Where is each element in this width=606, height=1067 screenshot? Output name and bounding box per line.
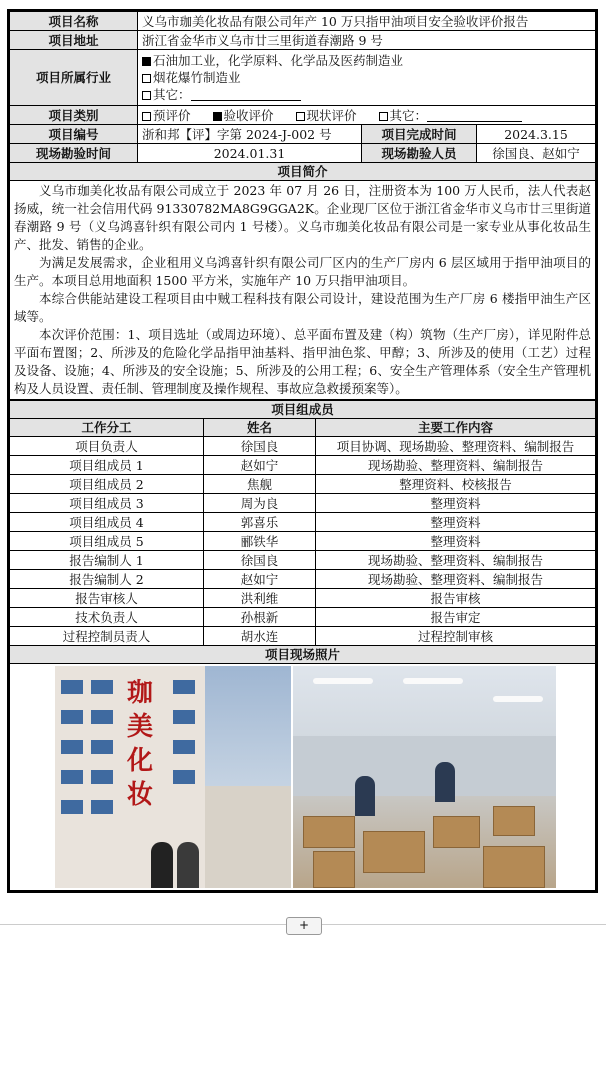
person-figure [177, 842, 199, 888]
team-name-cell: 郭喜乐 [204, 513, 316, 532]
team-row [10, 475, 596, 494]
info-table [9, 11, 596, 400]
add-button[interactable]: + [286, 917, 322, 935]
intro-paragraph: 义乌市珈美化妆品有限公司成立于 2023 年 07 月 26 日，注册资本为 100 万人民币，法人代表赵扬威，统一社会信用代码 91330782MA8G9GGA2K。企业现厂区位于浙江省金华市义乌市廿三里街道春潮路 9 号（义乌鸿喜针织有限公司内 1 号楼）。义乌市珈美化妆品有限公司是一家专业从事化妆品生产、批发、销售的企业。 [14, 183, 591, 252]
intro-paragraph: 本综合供能站建设工程项目由中贼工程科技有限公司设计，建设范围为生产厂房 6 楼指甲油生产区域等。 [14, 291, 591, 324]
industry-option-2[interactable]: 烟花爆竹制造业 [142, 69, 591, 86]
team-row [10, 627, 596, 646]
team-row [10, 570, 596, 589]
building-photo [55, 666, 291, 888]
team-work-cell: 整理资料 [316, 513, 596, 532]
industry-option-1[interactable]: 石油加工业，化学原料、化学品及医药制造业 [142, 52, 591, 69]
survey-staff-value: 徐国良、赵如宁 [477, 144, 596, 163]
team-row [10, 456, 596, 475]
team-role-cell: 技术负责人 [10, 608, 204, 627]
team-role-cell: 报告编制人 2 [10, 570, 204, 589]
type-option-3[interactable]: 现状评价 [296, 108, 357, 123]
team-role-cell: 项目组成员 1 [10, 456, 204, 475]
team-role-cell: 项目组成员 5 [10, 532, 204, 551]
team-row [10, 589, 596, 608]
team-title: 项目组成员 [10, 401, 596, 419]
survey-staff-label: 现场勘验人员 [362, 144, 477, 163]
team-role-cell: 项目组成员 3 [10, 494, 204, 513]
team-work-cell: 过程控制审核 [316, 627, 596, 646]
industry-options [138, 50, 596, 106]
project-name-value: 义乌市珈美化妆品有限公司年产 10 万只指甲油项目安全验收评价报告 [138, 12, 596, 31]
unchecked-box-icon [142, 74, 151, 83]
report-document [7, 9, 598, 893]
intro-paragraph: 为满足发展需求，企业租用义乌鸿喜针织有限公司厂区内的生产厂房内 6 层区域用于指甲油项目的生产。本项目总用地面积 1500 平方米，实施年产 10 万只指甲油项目。 [14, 255, 591, 288]
checked-box-icon [213, 112, 222, 121]
type-label: 项目类别 [10, 106, 138, 125]
team-role-cell: 报告审核人 [10, 589, 204, 608]
team-role-cell: 项目负责人 [10, 437, 204, 456]
team-name-cell: 周为良 [204, 494, 316, 513]
team-role-cell: 项目组成员 2 [10, 475, 204, 494]
photos-cell [10, 664, 596, 891]
blank-line [427, 109, 522, 122]
person-figure [151, 842, 173, 888]
team-row [10, 551, 596, 570]
project-code-label: 项目编号 [10, 125, 138, 144]
type-option-2[interactable]: 验收评价 [213, 108, 274, 123]
unchecked-box-icon [142, 91, 151, 100]
team-header-name: 姓名 [204, 419, 316, 437]
unchecked-box-icon [379, 112, 388, 121]
worker-figure [435, 762, 455, 802]
team-work-cell: 报告审核 [316, 589, 596, 608]
team-role-cell: 过程控制员责人 [10, 627, 204, 646]
team-work-cell: 整理资料 [316, 494, 596, 513]
building-sign: 珈 美 化 妆 [126, 678, 153, 810]
blank-line [191, 88, 301, 101]
intro-title: 项目简介 [10, 163, 596, 181]
complete-time-value: 2024.3.15 [477, 125, 596, 144]
team-work-cell: 现场勘验、整理资料、编制报告 [316, 456, 596, 475]
team-work-cell: 报告审定 [316, 608, 596, 627]
team-row [10, 513, 596, 532]
team-row [10, 532, 596, 551]
team-role-cell: 报告编制人 1 [10, 551, 204, 570]
team-role-cell: 项目组成员 4 [10, 513, 204, 532]
workshop-photo [293, 666, 556, 888]
team-name-cell: 胡水连 [204, 627, 316, 646]
team-work-cell: 现场勘验、整理资料、编制报告 [316, 570, 596, 589]
team-table [9, 400, 596, 891]
team-name-cell: 孙根新 [204, 608, 316, 627]
project-code-value: 浙和邦【评】字第 2024-J-002 号 [138, 125, 362, 144]
type-option-4[interactable]: 其它： [379, 108, 523, 123]
project-address-value: 浙江省金华市义乌市廿三里街道春潮路 9 号 [138, 31, 596, 50]
team-row [10, 494, 596, 513]
team-header-work: 主要工作内容 [316, 419, 596, 437]
unchecked-box-icon [142, 112, 151, 121]
survey-time-label: 现场勘验时间 [10, 144, 138, 163]
team-name-cell: 徐国良 [204, 551, 316, 570]
type-option-1[interactable]: 预评价 [142, 108, 191, 123]
team-row [10, 437, 596, 456]
team-work-cell: 整理资料 [316, 532, 596, 551]
intro-body [10, 181, 596, 400]
team-name-cell: 郦铁华 [204, 532, 316, 551]
survey-time-value: 2024.01.31 [138, 144, 362, 163]
team-header-role: 工作分工 [10, 419, 204, 437]
team-name-cell: 赵如宁 [204, 570, 316, 589]
team-name-cell: 徐国良 [204, 437, 316, 456]
project-name-label: 项目名称 [10, 12, 138, 31]
project-address-label: 项目地址 [10, 31, 138, 50]
team-work-cell: 整理资料、校核报告 [316, 475, 596, 494]
team-work-cell: 现场勘验、整理资料、编制报告 [316, 551, 596, 570]
worker-figure [355, 776, 375, 816]
intro-paragraph: 本次评价范围：1、项目选址（或周边环境）、总平面布置及建（构）筑物（生产厂房），详见附件总平面布置图；2、所涉及的危险化学品指甲油基料、指甲油色浆、甲醇；3、所涉及的使用（工艺）过程及设备、设施；4、所涉及的安全设施；5、所涉及的公用工程；6、安全生产管理体系（安全生产管理机构及人员设置、责任制、管理制度及操作规程、事故应急救援预案等）。 [14, 327, 591, 396]
team-row [10, 608, 596, 627]
unchecked-box-icon [296, 112, 305, 121]
team-name-cell: 洪利维 [204, 589, 316, 608]
checked-box-icon [142, 57, 151, 66]
complete-time-label: 项目完成时间 [362, 125, 477, 144]
photos-title: 项目现场照片 [10, 646, 596, 664]
team-name-cell: 焦舰 [204, 475, 316, 494]
team-name-cell: 赵如宁 [204, 456, 316, 475]
team-work-cell: 项目协调、现场勘验、整理资料、编制报告 [316, 437, 596, 456]
industry-label: 项目所属行业 [10, 50, 138, 106]
type-options [138, 106, 596, 125]
industry-option-3[interactable]: 其它： [142, 86, 591, 103]
